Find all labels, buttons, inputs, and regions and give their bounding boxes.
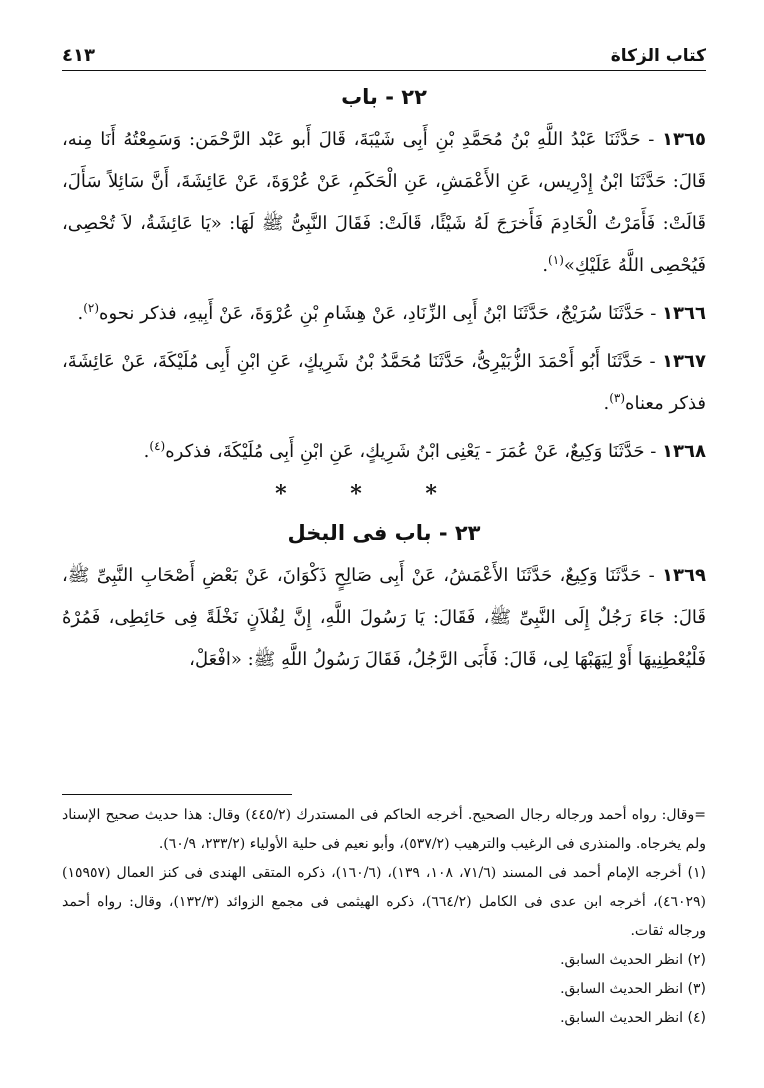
footnote-ref: (٤) <box>149 439 166 453</box>
footnote-3 <box>62 975 706 1004</box>
footnote-number: (٣) <box>687 981 706 997</box>
footnote-ref: (١) <box>548 253 564 267</box>
hadith-number: ١٣٦٥ <box>662 129 706 150</box>
footnote-number: (٢) <box>687 952 706 968</box>
hadith-text: - حَدَّثَنَا وَكِيعٌ، حَدَّثَنَا الأَعْمَشُ، عَنْ أَبِى صَالِحٍ ذَكْوَانَ، عَنْ بَعْضِ أَصْحَابِ النَّبِىِّ ﷺ، قَالَ: جَاءَ رَجُلٌ إِلَى النَّبِىِّ ﷺ، فَقَالَ: يَا رَسُولَ اللَّهِ، إِنَّ لِفُلاَنٍ نَخْلَةً فِى حَائِطِى، فَمُرْهُ فَلْيُعْطِنِيهَا أَوْ لِيَهَبْهَا لِى، قَالَ: فَأَبَى الرَّجُلُ، فَقَالَ رَسُولُ اللَّهِ ﷺ: «افْعَلْ، <box>62 565 706 670</box>
hadith-number: ١٣٦٦ <box>662 303 706 324</box>
page-number: ٤١٣ <box>62 45 95 66</box>
footnote-text: انظر الحديث السابق. <box>560 981 684 997</box>
footnote-text: أخرجه الإمام أحمد فى المسند (٧١/٦، ١٠٨، ١٣٩)، (١٦٠/٦)، ذكره المتقى الهندى فى كنز العمال (١٥٩٥٧) (٤٦٠٢٩)، أخرجه ابن عدى فى الكامل (٦٦٤/٢)، ذكره الهيثمى فى مجمع الزوائد (١٣٢/٣)، وقال: رواه أحمد ورجاله ثقات. <box>62 865 707 939</box>
hadith-number: ١٣٦٩ <box>662 565 706 586</box>
footnote-number: (٤) <box>687 1010 706 1026</box>
hadith-text: - حَدَّثَنَا أَبُو أَحْمَدَ الزُّبَيْرِىُّ، حَدَّثَنَا مُحَمَّدُ بْنُ شَرِيكٍ، عَنِ ابْنِ أَبِى مُلَيْكَةَ، عَنْ عَائِشَةَ، فذكر معناه <box>62 351 706 414</box>
page-header <box>62 30 706 71</box>
book-page <box>62 30 706 1070</box>
footnote-continuation: =وقال: رواه أحمد ورجاله رجال الصحيح. أخرجه الحاكم فى المستدرك (٤٤٥/٢) وقال: هذا حديث صحيح الإسناد ولم يخرجاه. والمنذرى فى الرغيب والترهيب (٥٣٧/٢)، وأبو نعيم فى حلية الأولياء (٢٣٣/٢، ٦٠/٩). <box>62 807 706 852</box>
footnote-text: انظر الحديث السابق. <box>560 952 684 968</box>
hadith-number: ١٣٦٧ <box>662 351 706 372</box>
footnote-2 <box>62 946 706 975</box>
hadith-1368: ١٣٦٨ - حَدَّثَنَا وَكِيعٌ، عَنْ عُمَرَ - يَعْنِى ابْنُ شَرِيكٍ، عَنِ ابْنِ أَبِى مُلَيْكَةَ، فذكره$^{(٤)}$. <box>143 439 706 462</box>
hadith-text: - حَدَّثَنَا عَبْدُ اللَّهِ بْنُ مُحَمَّدِ بْنِ أَبِى شَيْبَةَ، قَالَ أَبو عَبْد الرَّحْمَن: وَسَمِعْتُهُ أَنَا مِنه، قَالَ: حَدَّثَنَا ابْنُ إِدْرِيس، عَنِ الأَعْمَشِ، عَنِ الْحَكَمِ، عَنْ عُرْوَةَ، عَنْ عَائِشَةَ، أَنَّ سَائِلاً سَأَلَ، قَالَتْ: فَأَمَرْتُ الْخَادِمَ فَأَخرَجَ لَهُ شَيْئًا، قَالَتْ: فَقَالَ النَّبِىُّ ﷺ لَهَا: «يَا عَائِشَةُ، لاَ تُحْصِى، فَيُحْصِى اللَّهُ عَلَيْكِ» <box>62 129 706 276</box>
hadith-1366: ١٣٦٦ - حَدَّثَنَا سُرَيْجٌ، حَدَّثَنَا ابْنُ أَبِى الزِّنَادِ، عَنْ هِشَامِ بْنِ عُرْوَةَ، عَنْ أَبِيهِ، فذكر نحوه$^{(٢)}$. <box>77 301 706 324</box>
footnote-ref: (٢) <box>83 301 100 315</box>
footnote-ref: (٣) <box>609 391 626 405</box>
chapter-22-title: ٢٢ - باب <box>341 85 427 109</box>
chapter-23-title: ٢٣ - باب فى البخل <box>287 521 481 545</box>
footnote-text: انظر الحديث السابق. <box>560 1010 684 1026</box>
book-title: كتاب الزكاة <box>610 46 706 66</box>
hadith-1367: ١٣٦٧ - حَدَّثَنَا أَبُو أَحْمَدَ الزُّبَيْرِىُّ، حَدَّثَنَا مُحَمَّدُ بْنُ شَرِيكٍ، عَنِ ابْنِ أَبِى مُلَيْكَةَ، عَنْ عَائِشَةَ، فذكر معناه$^{(٣)}$. <box>62 351 706 414</box>
footnote-1 <box>62 859 706 946</box>
hadith-text: - حَدَّثَنَا وَكِيعٌ، عَنْ عُمَرَ - يَعْنِى ابْنُ شَرِيكٍ، عَنِ ابْنِ أَبِى مُلَيْكَةَ، فذكره <box>165 441 657 462</box>
footnote-4 <box>62 1004 706 1033</box>
hadith-1365: ١٣٦٥ - حَدَّثَنَا عَبْدُ اللَّهِ بْنُ مُحَمَّدِ بْنِ أَبِى شَيْبَةَ، قَالَ أَبو عَبْد الرَّحْمَن: وَسَمِعْتُهُ أَنَا مِنه، قَالَ: حَدَّثَنَا ابْنُ إِدْرِيس، عَنِ الأَعْمَشِ، عَنِ الْحَكَمِ، عَنْ عُرْوَةَ، عَنْ عَائِشَةَ، أَنَّ سَائِلاً سَأَلَ، قَالَتْ: فَأَمَرْتُ الْخَادِمَ فَأَخرَجَ لَهُ شَيْئًا، قَالَتْ: فَقَالَ النَّبِىُّ ﷺ لَهَا: «يَا عَائِشَةُ، لاَ تُحْصِى، فَيُحْصِى اللَّهُ عَلَيْكِ»$^{(١)}$. <box>62 129 706 276</box>
footnote-divider <box>62 794 292 795</box>
hadith-text: - حَدَّثَنَا سُرَيْجٌ، حَدَّثَنَا ابْنُ أَبِى الزِّنَادِ، عَنْ هِشَامِ بْنِ عُرْوَةَ، عَنْ أَبِيهِ، فذكر نحوه <box>99 303 657 324</box>
footnotes <box>62 794 706 1033</box>
footnote-number: (١) <box>687 865 706 881</box>
hadith-1369 <box>62 555 706 681</box>
section-separator: * * * <box>275 481 465 507</box>
hadith-number: ١٣٦٨ <box>662 441 706 462</box>
